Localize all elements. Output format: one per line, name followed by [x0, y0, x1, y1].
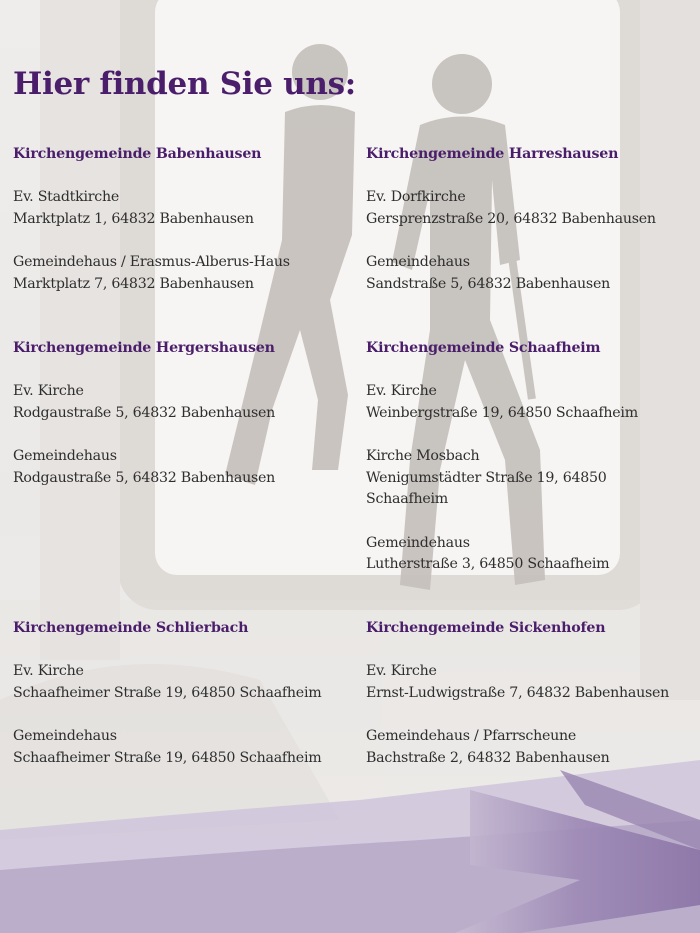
parish-sickenhofen	[366, 618, 700, 791]
parish-harreshausen	[366, 144, 700, 317]
location-name: Ev. Kirche	[13, 663, 84, 679]
page-title: Hier finden Sie uns:	[13, 66, 356, 102]
location-address: Rodgaustraße 5, 64832 Babenhausen	[13, 469, 276, 486]
location-name: Gemeindehaus / Erasmus-Alberus-Haus	[13, 254, 290, 270]
location-item	[13, 187, 353, 230]
location-name: Ev. Kirche	[366, 383, 437, 399]
location-item	[366, 446, 700, 511]
location-item	[366, 726, 700, 769]
location-name: Ev. Kirche	[366, 663, 437, 679]
location-name: Ev. Kirche	[13, 383, 84, 399]
location-item	[13, 446, 353, 489]
location-address: Gersprenzstraße 20, 64832 Babenhausen	[366, 210, 656, 227]
location-item	[366, 661, 700, 704]
parish-hergershausen	[13, 338, 353, 511]
location-address: Marktplatz 7, 64832 Babenhausen	[13, 275, 254, 292]
location-name: Kirche Mosbach	[366, 448, 480, 464]
location-address: Schaafheimer Straße 19, 64850 Schaafheim	[13, 749, 322, 766]
location-item	[13, 726, 353, 769]
location-item	[366, 533, 700, 576]
location-address: Sandstraße 5, 64832 Babenhausen	[366, 275, 610, 292]
location-item	[366, 381, 700, 424]
location-item	[366, 252, 700, 295]
location-address: Marktplatz 1, 64832 Babenhausen	[13, 210, 254, 227]
location-address: Rodgaustraße 5, 64832 Babenhausen	[13, 404, 276, 421]
location-name: Ev. Stadtkirche	[13, 189, 120, 205]
location-address: Weinbergstraße 19, 64850 Schaafheim	[366, 404, 638, 421]
parish-name: Kirchengemeinde Babenhausen	[13, 146, 262, 162]
location-item	[13, 381, 353, 424]
location-name: Gemeindehaus	[13, 448, 117, 464]
location-item	[13, 252, 353, 295]
parish-schlierbach	[13, 618, 353, 791]
parish-name: Kirchengemeinde Harreshausen	[366, 146, 619, 162]
location-name: Gemeindehaus	[13, 728, 117, 744]
parish-name: Kirchengemeinde Sickenhofen	[366, 620, 606, 636]
location-address: Wenigumstädter Straße 19, 64850 Schaafheim	[366, 469, 607, 507]
location-name: Gemeindehaus	[366, 534, 470, 551]
parish-name: Kirchengemeinde Schaafheim	[366, 340, 601, 356]
location-item	[366, 187, 700, 230]
location-name: Ev. Dorfkirche	[366, 189, 466, 205]
parish-name: Kirchengemeinde Hergershausen	[13, 340, 275, 356]
location-name: Gemeindehaus	[366, 254, 470, 270]
location-name: Gemeindehaus / Pfarrscheune	[366, 728, 577, 744]
location-item	[13, 661, 353, 704]
location-address: Lutherstraße 3, 64850 Schaafheim	[366, 556, 610, 572]
location-address: Ernst-Ludwigstraße 7, 64832 Babenhausen	[366, 684, 670, 701]
location-address: Bachstraße 2, 64832 Babenhausen	[366, 749, 610, 766]
parish-schaafheim	[366, 338, 700, 598]
parish-babenhausen	[13, 144, 353, 317]
location-address: Schaafheimer Straße 19, 64850 Schaafheim	[13, 684, 322, 701]
parish-name: Kirchengemeinde Schlierbach	[13, 620, 249, 636]
